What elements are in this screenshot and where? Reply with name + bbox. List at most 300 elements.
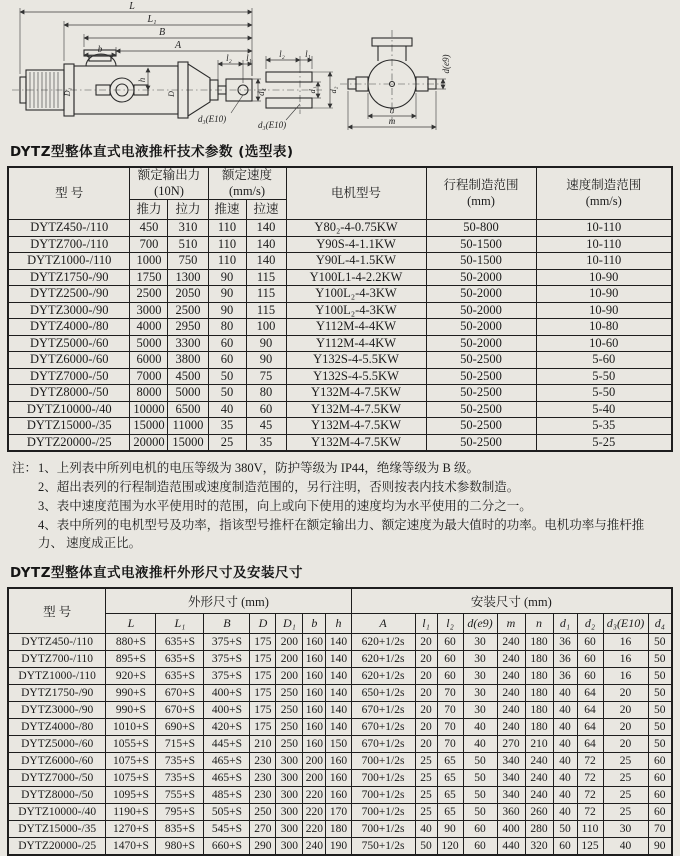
value-cell: 115 bbox=[246, 302, 286, 319]
value-cell: 50-2000 bbox=[426, 286, 536, 303]
value-cell: 300 bbox=[276, 753, 303, 770]
dimensions-table bbox=[7, 587, 673, 856]
value-cell: 1300 bbox=[168, 269, 208, 286]
value-cell: 140 bbox=[326, 651, 351, 668]
column-header: D bbox=[250, 614, 276, 634]
value-cell: 3800 bbox=[168, 352, 208, 369]
value-cell: 65 bbox=[437, 787, 463, 804]
value-cell: 50 bbox=[648, 668, 672, 685]
value-cell: 90 bbox=[208, 286, 246, 303]
value-cell: 90 bbox=[246, 335, 286, 352]
value-cell: 220 bbox=[303, 821, 326, 838]
header-rated-speed-unit: (mm/s) bbox=[228, 183, 266, 198]
value-cell: 700+1/2s bbox=[351, 770, 415, 787]
table-row bbox=[8, 352, 672, 369]
model-cell: DYTZ6000-/60 bbox=[8, 753, 106, 770]
value-cell: 30 bbox=[463, 685, 497, 702]
value-cell: 150 bbox=[326, 736, 351, 753]
dim-label-d3: d₃(E10) bbox=[198, 114, 227, 124]
value-cell: 270 bbox=[497, 736, 525, 753]
model-cell: DYTZ20000-/25 bbox=[8, 434, 130, 451]
value-cell: 895+S bbox=[106, 651, 156, 668]
value-cell: 250 bbox=[276, 702, 303, 719]
column-header: h bbox=[326, 614, 351, 634]
value-cell: 375+S bbox=[204, 668, 250, 685]
dim-label-l2-detail: l₂ bbox=[279, 49, 285, 59]
table-row bbox=[8, 236, 672, 253]
value-cell: 90 bbox=[208, 269, 246, 286]
value-cell: 220 bbox=[303, 804, 326, 821]
value-cell: 465+S bbox=[204, 770, 250, 787]
value-cell: 40 bbox=[553, 685, 577, 702]
value-cell: 750+1/2s bbox=[351, 838, 415, 856]
value-cell: 10-90 bbox=[536, 302, 672, 319]
value-cell: 65 bbox=[437, 753, 463, 770]
dim-label-b: b bbox=[97, 44, 103, 54]
value-cell: 635+S bbox=[156, 651, 204, 668]
value-cell: 635+S bbox=[156, 634, 204, 651]
value-cell: 300 bbox=[276, 838, 303, 856]
value-cell: 400+S bbox=[204, 702, 250, 719]
value-cell: 660+S bbox=[204, 838, 250, 856]
column-header: d(e9) bbox=[463, 614, 497, 634]
value-cell: 140 bbox=[246, 236, 286, 253]
value-cell: 30 bbox=[603, 821, 648, 838]
value-cell: 620+1/2s bbox=[351, 634, 415, 651]
value-cell: 200 bbox=[276, 634, 303, 651]
value-cell: Y90L-4-1.5KW bbox=[286, 253, 426, 270]
value-cell: 16 bbox=[603, 634, 648, 651]
value-cell: 5000 bbox=[130, 335, 168, 352]
value-cell: 670+S bbox=[156, 685, 204, 702]
table-row bbox=[8, 821, 672, 838]
value-cell: 20 bbox=[415, 651, 437, 668]
dim-label-D: D bbox=[167, 91, 176, 97]
value-cell: 200 bbox=[303, 770, 326, 787]
value-cell: 340 bbox=[497, 787, 525, 804]
value-cell: 70 bbox=[437, 702, 463, 719]
value-cell: 3300 bbox=[168, 335, 208, 352]
value-cell: 920+S bbox=[106, 668, 156, 685]
value-cell: 15000 bbox=[168, 434, 208, 451]
value-cell: 60 bbox=[437, 634, 463, 651]
model-cell: DYTZ700-/110 bbox=[8, 236, 130, 253]
value-cell: 375+S bbox=[204, 651, 250, 668]
value-cell: 60 bbox=[648, 787, 672, 804]
model-cell: DYTZ450-/110 bbox=[8, 634, 106, 651]
value-cell: 485+S bbox=[204, 787, 250, 804]
value-cell: 10-90 bbox=[536, 286, 672, 303]
dim-label-h: h bbox=[137, 77, 147, 83]
value-cell: Y112M-4-4KW bbox=[286, 319, 426, 336]
value-cell: 50 bbox=[648, 651, 672, 668]
value-cell: 50 bbox=[463, 787, 497, 804]
value-cell: 10-80 bbox=[536, 319, 672, 336]
technical-drawing bbox=[0, 0, 680, 138]
value-cell: Y100L1-4-2.2KW bbox=[286, 269, 426, 286]
value-cell: 140 bbox=[246, 253, 286, 270]
header-rated-force bbox=[130, 167, 208, 200]
value-cell: 160 bbox=[303, 668, 326, 685]
value-cell: 170 bbox=[326, 804, 351, 821]
value-cell: 240 bbox=[525, 770, 553, 787]
value-cell: 230 bbox=[250, 753, 276, 770]
dim-label-l1: l₁ bbox=[246, 53, 252, 63]
value-cell: 340 bbox=[497, 770, 525, 787]
model-cell: DYTZ1750-/90 bbox=[8, 269, 130, 286]
dim-label-m: m bbox=[388, 116, 396, 126]
model-cell: DYTZ3000-/90 bbox=[8, 702, 106, 719]
value-cell: 10-110 bbox=[536, 253, 672, 270]
value-cell: 40 bbox=[553, 719, 577, 736]
header-stroke-range-label: 行程制造范围 bbox=[443, 178, 519, 192]
value-cell: 25 bbox=[415, 753, 437, 770]
table-row bbox=[8, 651, 672, 668]
table-row bbox=[8, 702, 672, 719]
header-speed-range bbox=[536, 167, 672, 220]
value-cell: 20 bbox=[415, 719, 437, 736]
value-cell: 230 bbox=[250, 770, 276, 787]
value-cell: 670+1/2s bbox=[351, 736, 415, 753]
value-cell: 240 bbox=[497, 719, 525, 736]
value-cell: 5-35 bbox=[536, 418, 672, 435]
header-push-force: 推力 bbox=[130, 200, 168, 220]
value-cell: 2500 bbox=[130, 286, 168, 303]
dimensions-subheader-row bbox=[8, 614, 672, 634]
value-cell: 20 bbox=[603, 702, 648, 719]
dim-label-L1: L₁ bbox=[147, 14, 157, 25]
value-cell: 50 bbox=[208, 385, 246, 402]
value-cell: 250 bbox=[276, 685, 303, 702]
value-cell: 64 bbox=[577, 685, 603, 702]
value-cell: 240 bbox=[525, 787, 553, 804]
value-cell: 70 bbox=[648, 821, 672, 838]
value-cell: 250 bbox=[276, 719, 303, 736]
value-cell: 140 bbox=[326, 702, 351, 719]
value-cell: 35 bbox=[246, 434, 286, 451]
value-cell: 65 bbox=[437, 804, 463, 821]
value-cell: 700+1/2s bbox=[351, 821, 415, 838]
column-header: n bbox=[525, 614, 553, 634]
value-cell: 1095+S bbox=[106, 787, 156, 804]
value-cell: 635+S bbox=[156, 668, 204, 685]
value-cell: 180 bbox=[525, 702, 553, 719]
value-cell: 2500 bbox=[168, 302, 208, 319]
value-cell: 300 bbox=[276, 787, 303, 804]
value-cell: 240 bbox=[525, 753, 553, 770]
value-cell: 50-2000 bbox=[426, 269, 536, 286]
value-cell: 25 bbox=[603, 753, 648, 770]
column-header: L bbox=[106, 614, 156, 634]
value-cell: 50-2500 bbox=[426, 401, 536, 418]
model-cell: DYTZ10000-/40 bbox=[8, 804, 106, 821]
header-motor: 电机型号 bbox=[286, 167, 426, 220]
value-cell: 300 bbox=[276, 770, 303, 787]
value-cell: 175 bbox=[250, 651, 276, 668]
value-cell: 1055+S bbox=[106, 736, 156, 753]
model-cell: DYTZ7000-/50 bbox=[8, 368, 130, 385]
value-cell: 715+S bbox=[156, 736, 204, 753]
note-item: 2、超出表列的行程制造范围或速度制造范围的，另行注明，否则按表内技术参数制造。 bbox=[38, 480, 520, 494]
value-cell: 50 bbox=[648, 719, 672, 736]
header-push-speed: 推速 bbox=[208, 200, 246, 220]
value-cell: 700+1/2s bbox=[351, 787, 415, 804]
value-cell: 110 bbox=[577, 821, 603, 838]
model-cell: DYTZ15000-/35 bbox=[8, 821, 106, 838]
model-cell: DYTZ5000-/60 bbox=[8, 335, 130, 352]
value-cell: 50-2500 bbox=[426, 418, 536, 435]
value-cell: 1000 bbox=[130, 253, 168, 270]
value-cell: 50 bbox=[463, 804, 497, 821]
value-cell: 300 bbox=[276, 821, 303, 838]
model-cell: DYTZ1750-/90 bbox=[8, 685, 106, 702]
table-row bbox=[8, 286, 672, 303]
value-cell: 60 bbox=[208, 335, 246, 352]
header-pull-speed: 拉速 bbox=[246, 200, 286, 220]
value-cell: 50 bbox=[553, 821, 577, 838]
value-cell: 320 bbox=[525, 838, 553, 856]
value-cell: 90 bbox=[648, 838, 672, 856]
value-cell: 36 bbox=[553, 668, 577, 685]
value-cell: 620+1/2s bbox=[351, 651, 415, 668]
value-cell: Y132M-4-7.5KW bbox=[286, 418, 426, 435]
value-cell: 160 bbox=[303, 719, 326, 736]
value-cell: Y112M-4-4KW bbox=[286, 335, 426, 352]
value-cell: 80 bbox=[246, 385, 286, 402]
value-cell: 11000 bbox=[168, 418, 208, 435]
value-cell: 210 bbox=[525, 736, 553, 753]
value-cell: 400+S bbox=[204, 685, 250, 702]
value-cell: 160 bbox=[326, 753, 351, 770]
value-cell: 160 bbox=[303, 634, 326, 651]
value-cell: 64 bbox=[577, 719, 603, 736]
column-header: A bbox=[351, 614, 415, 634]
value-cell: 690+S bbox=[156, 719, 204, 736]
value-cell: 125 bbox=[577, 838, 603, 856]
value-cell: 240 bbox=[497, 702, 525, 719]
value-cell: 50 bbox=[463, 753, 497, 770]
value-cell: 180 bbox=[525, 651, 553, 668]
model-cell: DYTZ1000-/110 bbox=[8, 668, 106, 685]
dim-label-l2: l₂ bbox=[226, 53, 232, 63]
dim-label-L: L bbox=[129, 1, 135, 12]
value-cell: 260 bbox=[525, 804, 553, 821]
value-cell: 70 bbox=[437, 685, 463, 702]
table-row bbox=[8, 804, 672, 821]
value-cell: 510 bbox=[168, 236, 208, 253]
value-cell: 670+1/2s bbox=[351, 719, 415, 736]
value-cell: 445+S bbox=[204, 736, 250, 753]
note-item: 1、上列表中所列电机的电压等级为 380V，防护等级为 IP44，绝缘等级为 B 级。 bbox=[38, 461, 479, 476]
value-cell: 50-2500 bbox=[426, 352, 536, 369]
value-cell: 545+S bbox=[204, 821, 250, 838]
table-row bbox=[8, 736, 672, 753]
table-row bbox=[8, 434, 672, 451]
value-cell: 60 bbox=[577, 651, 603, 668]
value-cell: 40 bbox=[553, 770, 577, 787]
value-cell: 50-800 bbox=[426, 220, 536, 237]
value-cell: 160 bbox=[303, 685, 326, 702]
column-header: d₄ bbox=[648, 614, 672, 634]
value-cell: 700 bbox=[130, 236, 168, 253]
value-cell: 64 bbox=[577, 702, 603, 719]
value-cell: 60 bbox=[577, 668, 603, 685]
value-cell: 670+1/2s bbox=[351, 702, 415, 719]
column-header: l₁ bbox=[415, 614, 437, 634]
value-cell: 50-2000 bbox=[426, 302, 536, 319]
value-cell: Y90S-4-1.1KW bbox=[286, 236, 426, 253]
value-cell: 20000 bbox=[130, 434, 168, 451]
value-cell: 505+S bbox=[204, 804, 250, 821]
value-cell: 50-2000 bbox=[426, 319, 536, 336]
value-cell: 1750 bbox=[130, 269, 168, 286]
model-cell: DYTZ450-/110 bbox=[8, 220, 130, 237]
value-cell: 280 bbox=[525, 821, 553, 838]
model-cell: DYTZ700-/110 bbox=[8, 651, 106, 668]
value-cell: 180 bbox=[326, 821, 351, 838]
value-cell: 35 bbox=[208, 418, 246, 435]
value-cell: 40 bbox=[553, 736, 577, 753]
value-cell: 50-2000 bbox=[426, 335, 536, 352]
value-cell: 735+S bbox=[156, 770, 204, 787]
header-install-dims: 安装尺寸 (mm) bbox=[351, 588, 672, 614]
value-cell: 1190+S bbox=[106, 804, 156, 821]
value-cell: 180 bbox=[525, 668, 553, 685]
value-cell: 140 bbox=[326, 719, 351, 736]
column-header: D₁ bbox=[276, 614, 303, 634]
value-cell: 72 bbox=[577, 753, 603, 770]
value-cell: 50-2500 bbox=[426, 434, 536, 451]
value-cell: 25 bbox=[603, 804, 648, 821]
value-cell: 36 bbox=[553, 651, 577, 668]
value-cell: 70 bbox=[437, 736, 463, 753]
column-header: b bbox=[303, 614, 326, 634]
value-cell: 65 bbox=[437, 770, 463, 787]
value-cell: 230 bbox=[250, 787, 276, 804]
value-cell: 75 bbox=[246, 368, 286, 385]
value-cell: 40 bbox=[415, 821, 437, 838]
value-cell: 6500 bbox=[168, 401, 208, 418]
value-cell: 5000 bbox=[168, 385, 208, 402]
column-header: m bbox=[497, 614, 525, 634]
column-header: L₁ bbox=[156, 614, 204, 634]
value-cell: 340 bbox=[497, 753, 525, 770]
header-outline-dims: 外形尺寸 (mm) bbox=[106, 588, 351, 614]
value-cell: 50 bbox=[208, 368, 246, 385]
value-cell: 175 bbox=[250, 634, 276, 651]
value-cell: 30 bbox=[463, 651, 497, 668]
value-cell: 7000 bbox=[130, 368, 168, 385]
notes-label: 注： bbox=[12, 461, 38, 476]
header-speed-range-unit: (mm/s) bbox=[585, 193, 622, 208]
value-cell: 36 bbox=[553, 634, 577, 651]
value-cell: 40 bbox=[553, 804, 577, 821]
value-cell: 25 bbox=[415, 770, 437, 787]
value-cell: 40 bbox=[463, 736, 497, 753]
dim-label-n: n bbox=[389, 105, 395, 115]
value-cell: 4000 bbox=[130, 319, 168, 336]
model-cell: DYTZ3000-/90 bbox=[8, 302, 130, 319]
value-cell: 120 bbox=[437, 838, 463, 856]
value-cell: 50 bbox=[648, 685, 672, 702]
column-header: d₁ bbox=[553, 614, 577, 634]
value-cell: 50-2500 bbox=[426, 385, 536, 402]
value-cell: 835+S bbox=[156, 821, 204, 838]
value-cell: 20 bbox=[603, 736, 648, 753]
value-cell: 160 bbox=[326, 770, 351, 787]
value-cell: 2950 bbox=[168, 319, 208, 336]
model-cell: DYTZ10000-/40 bbox=[8, 401, 130, 418]
table-row bbox=[8, 335, 672, 352]
dim-label-d2: d₂ bbox=[329, 86, 338, 94]
table-row bbox=[8, 401, 672, 418]
value-cell: 30 bbox=[463, 634, 497, 651]
model-cell: DYTZ2500-/90 bbox=[8, 286, 130, 303]
value-cell: 700+1/2s bbox=[351, 753, 415, 770]
value-cell: 3000 bbox=[130, 302, 168, 319]
model-cell: DYTZ1000-/110 bbox=[8, 253, 130, 270]
section2-title: DYTZ型整体直式电液推杆外形尺寸及安装尺寸 bbox=[10, 565, 303, 581]
value-cell: 10-110 bbox=[536, 220, 672, 237]
value-cell: 25 bbox=[415, 804, 437, 821]
dim-label-d1: d₁ bbox=[308, 86, 317, 94]
value-cell: Y132S-4-5.5KW bbox=[286, 352, 426, 369]
value-cell: 90 bbox=[437, 821, 463, 838]
value-cell: 1270+S bbox=[106, 821, 156, 838]
value-cell: 45 bbox=[246, 418, 286, 435]
value-cell: Y100L₂-4-3KW bbox=[286, 302, 426, 319]
header-rated-force-unit: (10N) bbox=[154, 183, 184, 198]
value-cell: 60 bbox=[246, 401, 286, 418]
header-model: 型 号 bbox=[8, 167, 130, 220]
value-cell: 670+S bbox=[156, 702, 204, 719]
model-cell: DYTZ6000-/60 bbox=[8, 352, 130, 369]
value-cell: Y80₂-4-0.75KW bbox=[286, 220, 426, 237]
value-cell: 115 bbox=[246, 286, 286, 303]
value-cell: Y132M-4-7.5KW bbox=[286, 385, 426, 402]
value-cell: 160 bbox=[303, 736, 326, 753]
value-cell: 240 bbox=[497, 634, 525, 651]
value-cell: 1470+S bbox=[106, 838, 156, 856]
value-cell: 4500 bbox=[168, 368, 208, 385]
column-header: l₂ bbox=[437, 614, 463, 634]
value-cell: 1075+S bbox=[106, 770, 156, 787]
model-cell: DYTZ4000-/80 bbox=[8, 719, 106, 736]
value-cell: 50-1500 bbox=[426, 253, 536, 270]
table-row bbox=[8, 634, 672, 651]
value-cell: 40 bbox=[553, 702, 577, 719]
value-cell: 140 bbox=[246, 220, 286, 237]
value-cell: 72 bbox=[577, 770, 603, 787]
dim-label-D1: D₁ bbox=[63, 87, 72, 97]
value-cell: 40 bbox=[603, 838, 648, 856]
value-cell: 360 bbox=[497, 804, 525, 821]
table-row bbox=[8, 838, 672, 856]
value-cell: 72 bbox=[577, 804, 603, 821]
value-cell: 420+S bbox=[204, 719, 250, 736]
spec-table-body bbox=[8, 220, 672, 452]
value-cell: 10000 bbox=[130, 401, 168, 418]
value-cell: 115 bbox=[246, 269, 286, 286]
value-cell: 20 bbox=[415, 736, 437, 753]
value-cell: 5-50 bbox=[536, 368, 672, 385]
value-cell: 40 bbox=[553, 753, 577, 770]
note-item: 4、表中所列的电机型号及功率，指该型号推杆在额定输出力、额定速度为最大值时的功率。电机功率与推杆推力、 速度成正比。 bbox=[38, 517, 645, 551]
value-cell: 400 bbox=[497, 821, 525, 838]
header-rated-force-label: 额定输出力 bbox=[137, 168, 201, 182]
table-row bbox=[8, 269, 672, 286]
value-cell: 80 bbox=[208, 319, 246, 336]
